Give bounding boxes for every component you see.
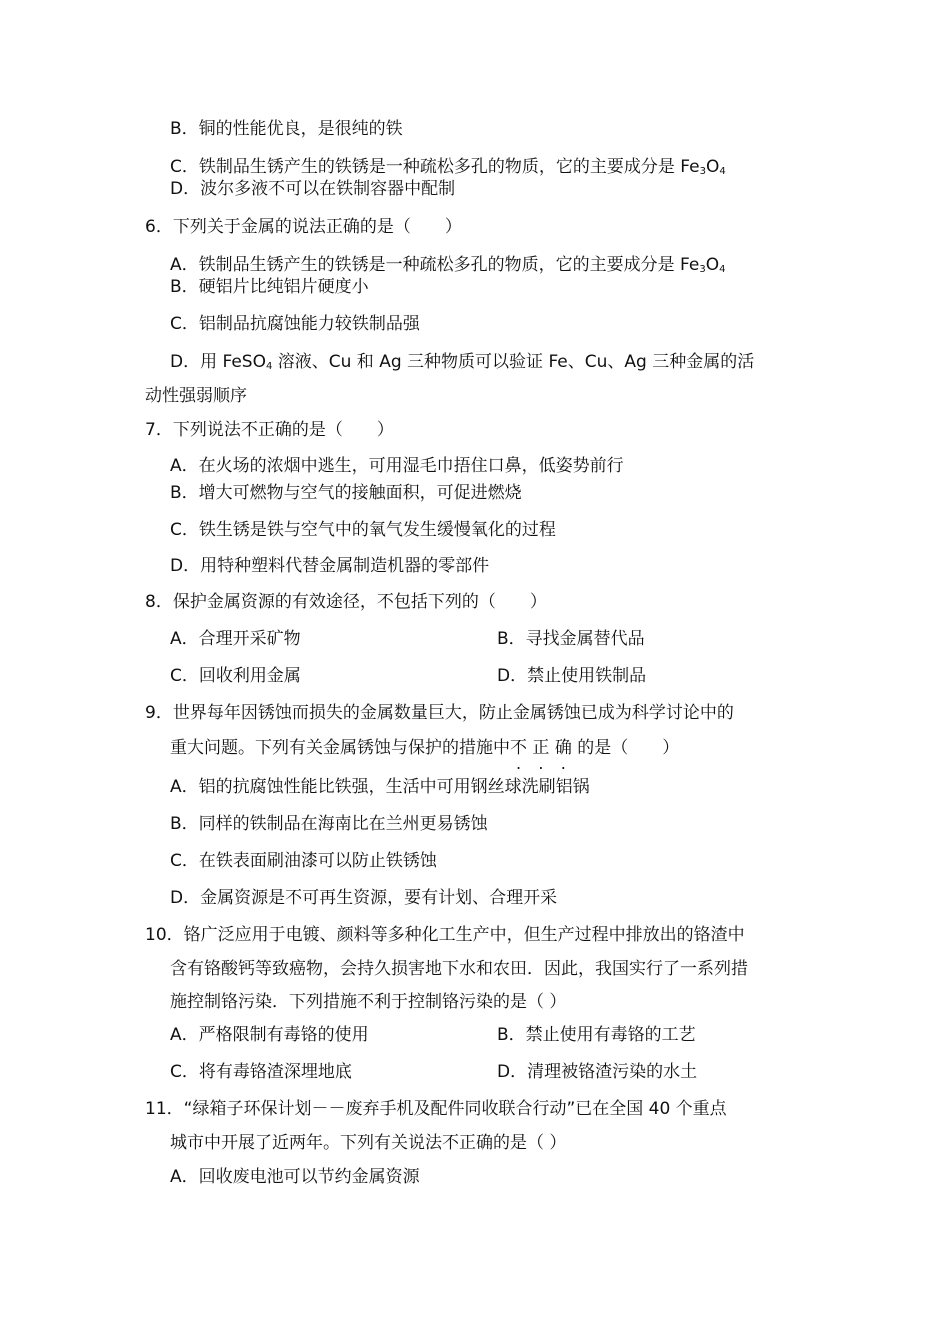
emphasis-dot: 正 — [532, 738, 550, 758]
q7-option-d: D．用特种塑料代替金属制造机器的零部件 — [170, 556, 490, 576]
q10-stem-line1: 10．铬广泛应用于电镀、颜料等多种化工生产中，但生产过程中排放出的铬渣中 — [145, 925, 745, 945]
q10-option-d: D．清理被铬渣污染的水土 — [497, 1062, 698, 1082]
q9-stem-line1: 9．世界每年因锈蚀而损失的金属数量巨大，防止金属锈蚀已成为科学讨论中的 — [145, 703, 734, 723]
q5-option-b: B．铜的性能优良，是很纯的铁 — [170, 119, 403, 139]
q10-option-c: C．将有毒铬渣深埋地底 — [170, 1062, 352, 1082]
q9-stem-line2: 重大问题。下列有关金属锈蚀与保护的措施中不 正 确 的是（ ） — [170, 738, 680, 758]
q7-option-c: C．铁生锈是铁与空气中的氧气发生缓慢氧化的过程 — [170, 520, 556, 540]
q7-stem: 7．下列说法不正确的是（ ） — [145, 420, 394, 440]
q6-option-a: A．铁制品生锈产生的铁锈是一种疏松多孔的物质，它的主要成分是 $Fe_3O_4$ — [170, 255, 726, 275]
q5-option-c: C．铁制品生锈产生的铁锈是一种疏松多孔的物质，它的主要成分是 $Fe_3O_4$ — [170, 157, 726, 177]
emphasis-dot: 不 — [510, 738, 527, 758]
q8-option-a: A．合理开采矿物 — [170, 629, 301, 649]
q7-option-b: B．增大可燃物与空气的接触面积，可促进燃烧 — [170, 483, 522, 503]
emphasis-dot: 确 — [554, 738, 572, 758]
q11-stem-line1: 11．“绿箱子环保计划－－废弃手机及配件同收联合行动”已在全国 40 个重点 — [145, 1099, 727, 1119]
q9-option-a: A．铝的抗腐蚀性能比铁强，生活中可用钢丝球洗刷铝锅 — [170, 777, 590, 797]
q10-option-a: A．严格限制有毒铬的使用 — [170, 1025, 369, 1045]
q8-option-d: D．禁止使用铁制品 — [497, 666, 647, 686]
q6-stem: 6．下列关于金属的说法正确的是（ ） — [145, 217, 462, 237]
q10-stem-line2: 含有铬酸钙等致癌物，会持久损害地下水和农田．因此，我国实行了一系列措 — [170, 959, 748, 979]
q9-option-d: D．金属资源是不可再生资源，要有计划、合理开采 — [170, 888, 558, 908]
q10-stem-line3: 施控制铬污染．下列措施不利于控制铬污染的是（ ） — [170, 992, 567, 1012]
q6-option-b: B．硬铝片比纯铝片硬度小 — [170, 277, 369, 297]
q9-option-b: B．同样的铁制品在海南比在兰州更易锈蚀 — [170, 814, 488, 834]
q6-option-c: C．铝制品抗腐蚀能力较铁制品强 — [170, 314, 420, 334]
q11-stem-line2: 城市中开展了近两年。下列有关说法不正确的是（ ） — [170, 1133, 567, 1153]
q8-option-b: B．寻找金属替代品 — [497, 629, 645, 649]
q9-option-c: C．在铁表面刷油漆可以防止铁锈蚀 — [170, 851, 437, 871]
q11-option-a: A．回收废电池可以节约金属资源 — [170, 1167, 420, 1187]
q8-option-c: C．回收利用金属 — [170, 666, 301, 686]
q10-option-b: B．禁止使用有毒铬的工艺 — [497, 1025, 696, 1045]
q6-option-d-continued: 动性强弱顺序 — [145, 386, 247, 406]
q6-option-d: D．用 FeSO$_4$ 溶液、Cu 和 Ag 三种物质可以验证 Fe、Cu、Ag 三种金属的活 — [170, 352, 755, 372]
q5-option-d: D．波尔多液不可以在铁制容器中配制 — [170, 179, 456, 199]
q7-option-a: A．在火场的浓烟中逃生，可用湿毛巾捂住口鼻，低姿势前行 — [170, 456, 624, 476]
q8-stem: 8．保护金属资源的有效途径，不包括下列的（ ） — [145, 592, 547, 612]
